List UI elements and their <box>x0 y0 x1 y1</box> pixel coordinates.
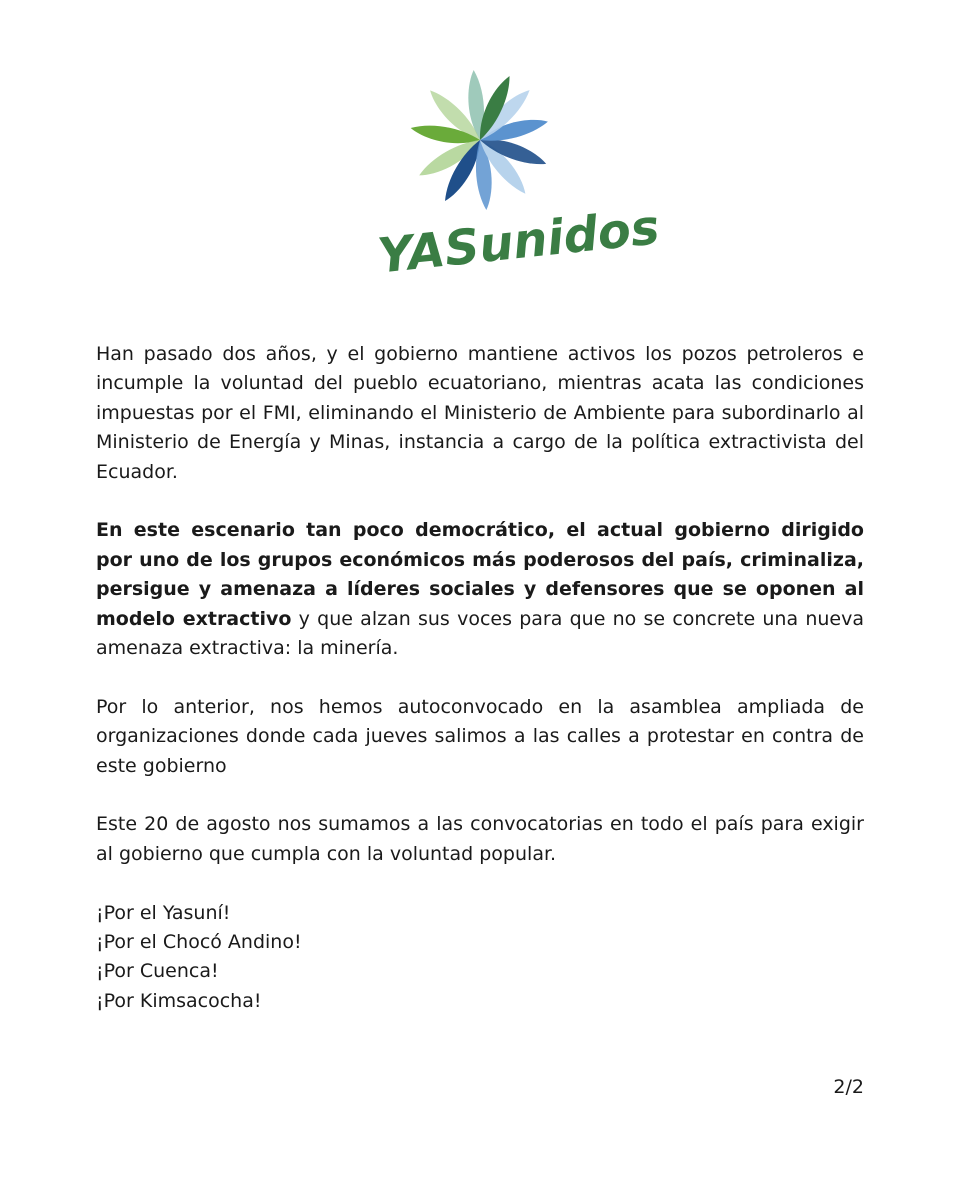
slogan-list <box>96 899 864 1017</box>
yasunidos-logo <box>360 62 662 292</box>
paragraph-1: Han pasado dos años, y el gobierno mantiene activos los pozos petroleros e incumple la voluntad del pueblo ecuatoriano, mientras acata las condiciones impuestas por el FMI, eliminando el Ministerio de Ambiente para subordinarlo al Ministerio de Energía y Minas, instancia a cargo de la política extractivista del Ecuador. <box>96 343 864 483</box>
paragraph-4: Este 20 de agosto nos sumamos a las convocatorias en todo el país para exigir al gobierno que cumpla con la voluntad popular. <box>96 813 864 865</box>
slogan-item: ¡Por Kimsacocha! <box>96 989 262 1012</box>
paragraph-2-bold: En este escenario tan poco democrático, el actual gobierno dirigido por uno de los grupos económicos más poderosos del país, criminaliza, persigue y amenaza a líderes sociales y defensores que se oponen al modelo extractivo <box>96 519 864 630</box>
svg-text:YASunidos: YASunidos <box>375 199 662 285</box>
paragraph-2-rest: y que alzan sus voces para que no se concrete una nueva amenaza extractiva: la minería. <box>96 607 864 660</box>
slogan-item: ¡Por el Yasuní! <box>96 901 231 924</box>
letter-body <box>96 340 864 1016</box>
page-number: 2/2 <box>833 1076 864 1098</box>
paragraph-3: Por lo anterior, nos hemos autoconvocado en la asamblea ampliada de organizaciones donde cada jueves salimos a las calles a protestar en contra de este gobierno <box>96 695 864 777</box>
slogan-item: ¡Por Cuenca! <box>96 960 219 983</box>
slogan-item: ¡Por el Chocó Andino! <box>96 931 302 954</box>
logo-pinwheel-icon <box>360 62 662 292</box>
paragraph-2 <box>96 516 864 663</box>
